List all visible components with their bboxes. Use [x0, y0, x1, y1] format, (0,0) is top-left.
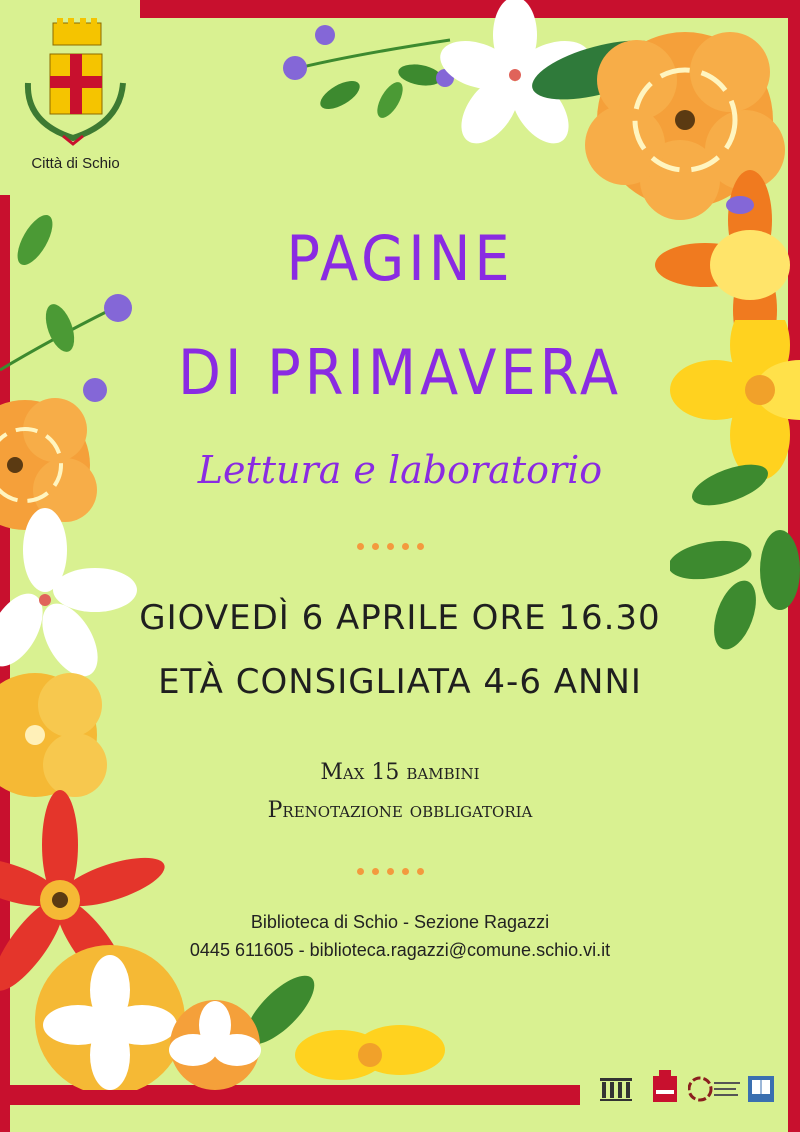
citta-logo-icon	[650, 1070, 680, 1106]
city-crest-icon	[18, 18, 133, 148]
left-side-flowers	[0, 210, 150, 800]
rete-biblioteche-logo-icon	[688, 1074, 742, 1104]
capacity-note: Max 15 bambini	[320, 760, 480, 785]
title-line-2: DI PRIMAVERA	[177, 336, 622, 409]
event-age: ETÀ CONSIGLIATA 4-6 ANNI	[158, 662, 642, 702]
book-logo-icon	[746, 1072, 776, 1106]
library-contact: 0445 611605 - biblioteca.ragazzi@comune.schio.vi.it	[189, 940, 611, 960]
divider-dots-top	[357, 543, 437, 551]
library-name: Biblioteca di Schio - Sezione Ragazzi	[250, 912, 550, 932]
event-date-time: GIOVEDÌ 6 APRILE ORE 16.30	[139, 598, 661, 638]
library-building-logo-icon	[596, 1072, 636, 1106]
title-line-1: PAGINE	[286, 222, 514, 295]
booking-note: Prenotazione obbligatoria	[267, 798, 533, 823]
subtitle: Lettura e laboratorio	[197, 448, 603, 492]
city-label: Città di Schio	[31, 155, 120, 172]
divider-dots-bottom	[357, 868, 437, 876]
